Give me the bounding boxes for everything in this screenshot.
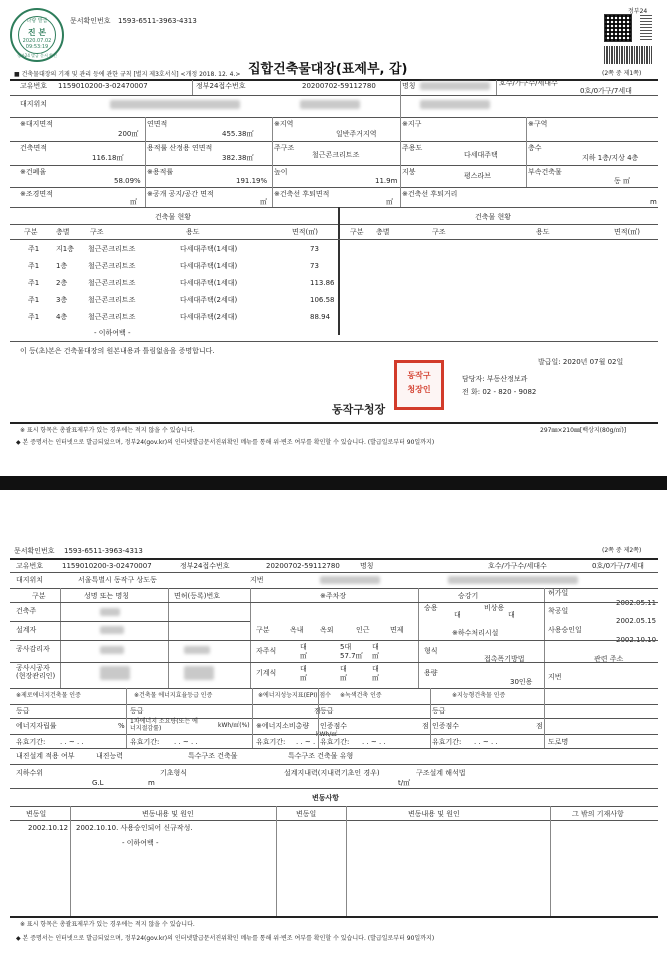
- related-address-label: 관련 주소: [594, 655, 624, 663]
- register-page-1: [0, 0, 667, 476]
- zone-label: ※지역: [274, 120, 294, 128]
- building-area: 116.18㎡: [92, 154, 124, 162]
- status-cell: 3층: [56, 296, 68, 304]
- status-cell: 73: [310, 262, 319, 270]
- mechanical-parking-count: 대: [372, 665, 379, 673]
- setback-distance: m: [650, 198, 657, 206]
- mechanical-parking-area: ㎡: [340, 674, 347, 682]
- bcr-label: ※건폐율: [20, 168, 47, 176]
- status-cell: 철근콘크리트조: [88, 245, 136, 253]
- energy-self-sufficiency-label: 에너지자립률: [16, 722, 57, 730]
- status-cell: 철근콘크리트조: [88, 313, 136, 321]
- status-header-cell-right: 층별: [376, 228, 390, 236]
- verification-notice-p2: ◆ 본 증명서는 인터넷으로 발급되었으며, 정부24(gov.kr)의 인터넷발급문서진위확인 메뉴를 통해 위·변조 여부를 확인할 수 있습니다. (발급일로부터 90일까지): [16, 935, 435, 942]
- validity-label: 유효기간:: [432, 738, 462, 746]
- far-label: ※용적률: [147, 168, 174, 176]
- location-value-p2: 서울특별시 동작구 상도동: [78, 576, 157, 584]
- section-label: ※구역: [528, 120, 548, 128]
- setback-area: ㎡: [386, 198, 393, 206]
- validity-range: . . ~ . .: [474, 738, 498, 746]
- contact-department: 담당자: 부동산정보과: [462, 375, 528, 383]
- status-header-cell-right: 구조: [432, 228, 446, 236]
- status-header-cell: 구조: [90, 228, 104, 236]
- parking-header-cell: 옥내: [290, 626, 304, 634]
- changes-end-marker: - 이하여백 -: [122, 839, 159, 847]
- contact-phone: 전 화: 02 - 820 - 9082: [462, 388, 537, 396]
- permit-date: 2002.05.11: [616, 599, 657, 607]
- efficiency-grade-label: 등급: [130, 707, 144, 715]
- paper-spec: 297㎜×210㎜[백상지(80g/㎡)]: [540, 427, 627, 434]
- land-area: 200㎡: [118, 130, 139, 138]
- foundation-label: 기초형식: [160, 769, 188, 777]
- height: 11.9m: [375, 177, 398, 185]
- issuing-office: 동작구청장: [332, 403, 386, 416]
- qr-code-icon: [604, 14, 632, 42]
- roof: 평스라브: [464, 172, 492, 180]
- elevator-header: 승강기: [458, 592, 479, 600]
- self-parking-area: ㎡: [300, 652, 307, 660]
- epi-unit: 점: [314, 707, 321, 715]
- structure: 철근콘크리트조: [312, 151, 360, 159]
- energy-consumption-label: ※에너지소비총량: [256, 722, 310, 730]
- validity-label: 유효기간:: [256, 738, 286, 746]
- validity-label: 유효기간:: [320, 738, 350, 746]
- groundwater-unit: m: [148, 779, 155, 787]
- status-cell: 다세대주택(1세대): [180, 262, 238, 270]
- footnote: ※ 표시 항목은 총괄표제부가 있는 경우에는 적지 않을 수 있습니다.: [20, 427, 195, 434]
- doc-number: 1593-6511-3963-4313: [118, 17, 197, 25]
- receipt-no-label-p2: 정부24접수번호: [180, 562, 230, 570]
- analysis-method-label: 구조설계 해석법: [416, 769, 466, 777]
- status-header-cell-right: 용도: [536, 228, 550, 236]
- unique-id-p2: 1159010200-3-02470007: [62, 562, 152, 570]
- far-area: 382.38㎡: [222, 154, 254, 162]
- seismic-design-label: 내진설계 적용 여부: [16, 752, 75, 760]
- mechanical-parking-area: ㎡: [372, 674, 379, 682]
- status-cell: 88.94: [310, 313, 331, 321]
- status-cell: 106.58: [310, 296, 335, 304]
- units-value: 0호/0가구/7세대: [580, 87, 632, 95]
- capacity: 30인용: [510, 678, 533, 686]
- passenger-elevator-label: 승용: [424, 604, 438, 612]
- parking-header-cell: 옥외: [320, 626, 334, 634]
- smart-score-label: 인증점수: [432, 722, 460, 730]
- road-name-label: 도로명: [548, 738, 569, 746]
- receipt-no: 20200702-59112780: [302, 82, 376, 90]
- landscape-label: ※조경면적: [20, 190, 53, 198]
- changes-header-cell: 그 밖의 기재사항: [572, 810, 624, 818]
- green-score-label: 인증점수: [320, 722, 348, 730]
- status-cell: 다세대주택(2세대): [180, 313, 238, 321]
- status-cell: 철근콘크리트조: [88, 296, 136, 304]
- status-header-cell-right: 구분: [350, 228, 364, 236]
- far: 191.19%: [236, 177, 268, 185]
- changes-header-cell: 변동내용 및 원인: [408, 810, 460, 818]
- seismic-capacity-label: 내진능력: [96, 752, 124, 760]
- primary-energy-unit: kWh/㎡(%): [218, 722, 250, 729]
- pin-icon: [640, 14, 652, 40]
- units-value-p2: 0호/0가구/7세대: [592, 562, 644, 570]
- structure-label: 주구조: [274, 144, 295, 152]
- status-header-cell: 층별: [56, 228, 70, 236]
- certification-text: 이 등(초)본은 건축물대장의 원본내용과 틀림없음을 증명합니다.: [20, 347, 215, 355]
- approval-date-label: 사용승인일: [548, 626, 582, 634]
- building-name-label-p2: 명칭: [360, 562, 374, 570]
- doc-number-label-p2: 문서확인번호: [14, 547, 55, 555]
- mechanical-parking-count: 대: [340, 665, 347, 673]
- role-header: 구분: [32, 592, 46, 600]
- validity-range: . . ~ . .: [362, 738, 386, 746]
- zero-energy-grade-label: 등급: [16, 707, 30, 715]
- status-cell: 주1: [28, 279, 40, 287]
- changes-header-cell: 변동일: [296, 810, 317, 818]
- register-page-2: [0, 490, 667, 959]
- receipt-no-label: 정부24접수번호: [196, 82, 246, 90]
- landscape: ㎡: [130, 198, 137, 206]
- certification-header: ※에너지성능지표(EPI) 점수: [258, 692, 331, 699]
- smart-grade-label: 등급: [432, 707, 446, 715]
- setback-area-label: ※건축선 후퇴면적: [274, 190, 330, 198]
- location-label: 대지위치: [20, 100, 48, 108]
- units-label-p2: 호수/가구수/세대수: [488, 562, 547, 570]
- special-structure-label: 특수구조 건축물: [188, 752, 238, 760]
- regulation-text: ■ 건축물대장의 기재 및 관리 등에 관한 규칙 [별지 제3호서식] <개정 2018. 12. 4.>: [14, 71, 241, 78]
- emergency-elevator-count: 대: [508, 611, 515, 619]
- parking-header-cell: 인근: [356, 626, 370, 634]
- validity-range: . . ~ . .: [174, 738, 198, 746]
- main-use: 다세대주택: [464, 151, 498, 159]
- mechanical-parking-area: ㎡: [300, 674, 307, 682]
- unique-id-label-p2: 고유번호: [16, 562, 44, 570]
- green-score-unit: 점: [422, 722, 429, 730]
- page-separator: [0, 476, 667, 490]
- validity-label: 유효기간:: [16, 738, 46, 746]
- main-use-label: 주용도: [402, 144, 423, 152]
- status-title-right: 건축물 현황: [475, 213, 512, 221]
- permit-label: 허가일: [548, 589, 569, 597]
- doc-number-label: 문서확인번호: [70, 17, 111, 25]
- approval-date: 2002.10.10: [616, 636, 657, 644]
- gov24-label: 정부24: [628, 8, 648, 15]
- footnote-p2: ※ 표시 항목은 총괄표제부가 있는 경우에는 적지 않을 수 있습니다.: [20, 921, 195, 928]
- status-header-cell: 면적(㎡): [292, 228, 318, 236]
- mechanical-parking-count: 대: [300, 665, 307, 673]
- total-area-label: 연면적: [147, 120, 168, 128]
- parking-header-cell: 구분: [256, 626, 270, 634]
- changes-title: 변동사항: [312, 794, 340, 802]
- groundwater-label: 지하수위: [16, 769, 44, 777]
- change-description: 2002.10.10. 사용승인되어 신규작성.: [76, 824, 193, 832]
- parking-header-cell: 면제: [390, 626, 404, 634]
- changes-header-cell: 변동내용 및 원인: [142, 810, 194, 818]
- validity-range: . . ~ . .: [296, 738, 320, 746]
- status-cell: 주1: [28, 296, 40, 304]
- emergency-elevator-label: 비상용: [484, 604, 505, 612]
- self-parking-area: ㎡: [372, 652, 379, 660]
- annex-label: 부속건축물: [528, 168, 562, 176]
- start-date: 2002.05.15: [616, 617, 657, 625]
- parking-header: ※주차장: [320, 592, 347, 600]
- certification-header: ※지능형건축물 인증: [452, 692, 506, 699]
- role-label: 공사시공자: [16, 664, 50, 672]
- status-cell: 지1층: [56, 245, 74, 253]
- status-header-cell: 구분: [24, 228, 38, 236]
- role-label: 공사감리자: [16, 645, 50, 653]
- energy-consumption-unit: kWh/㎡: [316, 731, 338, 738]
- status-cell: 113.86: [310, 279, 335, 287]
- self-parking-label: 자주식: [256, 647, 277, 655]
- building-name-label: 명칭: [402, 82, 416, 90]
- document-title: 집합건축물대장(표제부, 갑): [248, 62, 408, 77]
- certification-header: ※녹색건축 인증: [340, 692, 382, 699]
- design-load-label: 설계지내력(지내력기초인 경우): [284, 769, 380, 777]
- self-parking-count: 대: [372, 643, 379, 651]
- status-cell: 철근콘크리트조: [88, 262, 136, 270]
- smart-score-unit: 점: [536, 722, 543, 730]
- roof-label: 지붕: [402, 168, 416, 176]
- sewage-type: 접촉폭기방법: [484, 655, 525, 663]
- floors-label: 층수: [528, 144, 542, 152]
- name-header: 성명 또는 명칭: [84, 592, 130, 600]
- role-label: (현장관리인): [16, 672, 56, 680]
- sewage-label: ※하수처리시설: [452, 629, 499, 637]
- status-cell: 철근콘크리트조: [88, 279, 136, 287]
- units-label: 호수/가구수/세대수: [499, 79, 558, 87]
- green-grade-label: 등급: [320, 707, 334, 715]
- mechanical-parking-label: 기계식: [256, 669, 277, 677]
- role-label: 건축주: [16, 607, 37, 615]
- sewage-type-label: 형식: [424, 647, 438, 655]
- status-cell: 2층: [56, 279, 68, 287]
- building-area-label: 건축면적: [20, 144, 48, 152]
- license-header: 면허(등록)번호: [174, 592, 221, 600]
- zone: 일반주거지역: [336, 130, 377, 138]
- issue-date: 발급일: 2020년 07월 02일: [538, 358, 624, 366]
- status-cell: 주1: [28, 313, 40, 321]
- far-area-label: 용적률 산정용 연면적: [147, 144, 213, 152]
- self-parking-count: 5대: [340, 643, 352, 651]
- role-label: 설계자: [16, 626, 37, 634]
- open-space: ㎡: [260, 198, 267, 206]
- validity-range: . . ~ . .: [60, 738, 84, 746]
- special-structure-type-label: 특수구조 건축물 유형: [288, 752, 354, 760]
- validity-label: 유효기간:: [130, 738, 160, 746]
- doc-number-p2: 1593-6511-3963-4313: [64, 547, 143, 555]
- annex: 동 ㎡: [614, 177, 630, 185]
- self-parking-area: 57.7㎡: [340, 652, 363, 660]
- status-cell: 다세대주택(1세대): [180, 279, 238, 287]
- status-header-cell-right: 면적(㎡): [614, 228, 640, 236]
- status-cell: 1층: [56, 262, 68, 270]
- receipt-no-p2: 20200702-59112780: [266, 562, 340, 570]
- status-end-marker: - 이하여백 -: [94, 329, 131, 337]
- related-lot-label: 지번: [548, 673, 562, 681]
- passenger-elevator-count: 대: [454, 611, 461, 619]
- status-cell: 73: [310, 245, 319, 253]
- status-cell: 다세대주택(2세대): [180, 296, 238, 304]
- page-number: (2쪽 중 제1쪽): [602, 70, 642, 77]
- status-cell: 주1: [28, 245, 40, 253]
- authenticity-seal: 다량 발급 진 본 2020.07.02 09:53:19 정부24 발급 문서 확인: [10, 8, 64, 62]
- change-date: 2002.10.12: [28, 824, 69, 832]
- status-header-cell: 용도: [186, 228, 200, 236]
- barcode-icon: [604, 46, 652, 64]
- page-number-p2: (2쪽 중 제2쪽): [602, 547, 642, 554]
- capacity-label: 용량: [424, 669, 438, 677]
- status-cell: 주1: [28, 262, 40, 270]
- district-label: ※지구: [402, 120, 422, 128]
- certification-header: ※건축물 에너지효율등급 인증: [134, 692, 213, 699]
- status-title-left: 건축물 현황: [155, 213, 192, 221]
- groundwater-value: G.L: [92, 779, 104, 787]
- unique-id-label: 고유번호: [20, 82, 48, 90]
- unique-id: 1159010200-3-02470007: [58, 82, 148, 90]
- location-label-p2: 대지위치: [16, 576, 44, 584]
- open-space-label: ※공개 공지/공간 면적: [147, 190, 214, 198]
- self-parking-count: 대: [300, 643, 307, 651]
- status-cell: 4층: [56, 313, 68, 321]
- height-label: 높이: [274, 168, 288, 176]
- total-area: 455.38㎡: [222, 130, 254, 138]
- verification-notice: ◆ 본 증명서는 인터넷으로 발급되었으며, 정부24(gov.kr)의 인터넷발급문서진위확인 메뉴를 통해 위·변조 여부를 확인할 수 있습니다. (발급일로부터 90일까지): [16, 439, 435, 446]
- official-stamp: 동작구 청장인: [394, 360, 444, 410]
- lot-label-p2: 지번: [250, 576, 264, 584]
- floors: 지하 1층/지상 4층: [582, 154, 639, 162]
- bcr: 58.09%: [114, 177, 141, 185]
- energy-self-sufficiency-unit: %: [118, 722, 125, 730]
- changes-header-cell: 변동일: [26, 810, 47, 818]
- land-area-label: ※대지면적: [20, 120, 53, 128]
- certification-header: ※제로에너지건축물 인증: [16, 692, 81, 699]
- setback-distance-label: ※건축선 후퇴거리: [402, 190, 458, 198]
- status-cell: 다세대주택(1세대): [180, 245, 238, 253]
- primary-energy-label: 1차에너지 소요량(또는 에너지절감률): [130, 718, 198, 732]
- start-date-label: 착공일: [548, 607, 569, 615]
- design-load-unit: t/㎡: [398, 779, 411, 787]
